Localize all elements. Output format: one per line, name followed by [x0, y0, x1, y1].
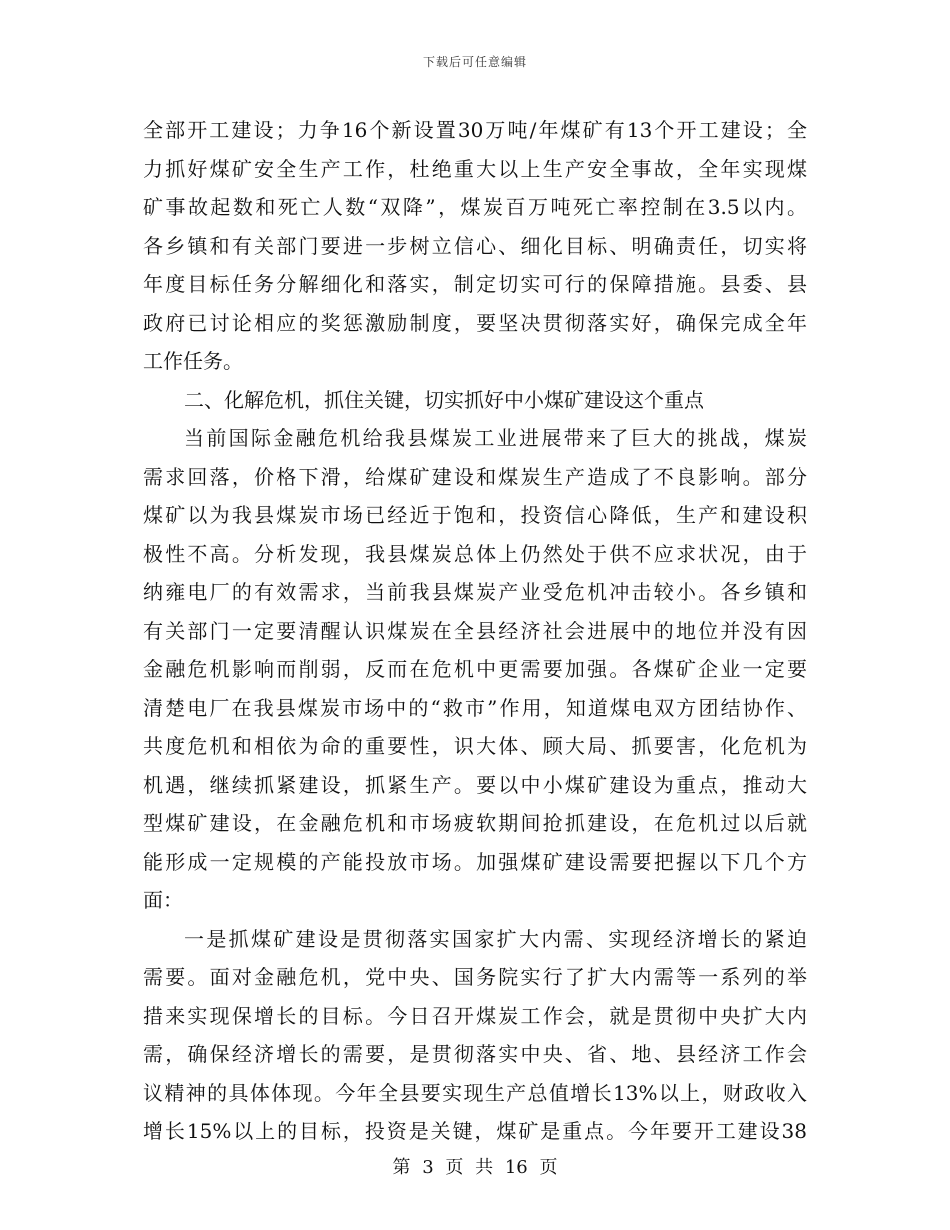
- text-line: 清楚电厂在我县煤炭市场中的“救市”作用，知道煤电双方团结协作、: [143, 695, 807, 720]
- text-line: 当前国际金融危机给我县煤炭工业进展带来了巨大的挑战，煤炭: [184, 426, 807, 450]
- text-line: 措来实现保增长的目标。今日召开煤炭工作会，就是贯彻中央扩大内: [143, 1003, 807, 1028]
- text-line: 极性不高。分析发现，我县煤炭总体上仍然处于供不应求状况，由于: [143, 541, 807, 566]
- text-line: 型煤矿建设，在金融危机和市场疲软期间抢抓建设，在危机过以后就: [143, 811, 807, 835]
- text-line: 需求回落，价格下滑，给煤矿建设和煤炭生产造成了不良影响。部分: [143, 464, 807, 489]
- text-line: 需要。面对金融危机，党中央、国务院实行了扩大内需等一系列的举: [143, 965, 807, 989]
- text-line: 煤矿以为我县煤炭市场已经近于饱和，投资信心降低，生产和建设积: [143, 503, 807, 527]
- text-line: 议精神的具体体现。今年全县要实现生产总值增长13%以上，财政收入: [143, 1080, 807, 1105]
- text-line: 政府已讨论相应的奖惩激励制度，要坚决贯彻落实好，确保完成全年: [143, 310, 807, 335]
- text-line: 纳雍电厂的有效需求，当前我县煤炭产业受危机冲击较小。各乡镇和: [143, 580, 807, 604]
- page-header: 下载后可任意编辑: [422, 55, 527, 69]
- text-line: 有关部门一定要清醒认识煤炭在全县经济社会进展中的地位并没有因: [143, 618, 807, 643]
- text-line: 工作任务。: [143, 349, 243, 373]
- page-number-footer: 第 3 页 共 16 页: [392, 1157, 558, 1178]
- text-line: 面：: [143, 888, 183, 912]
- text-line: 共度危机和相依为命的重要性，识大体、顾大局、抓要害，化危机为: [143, 734, 807, 758]
- text-line: 力抓好煤矿安全生产工作，杜绝重大以上生产安全事故，全年实现煤: [143, 156, 807, 181]
- text-line: 机遇，继续抓紧建设，抓紧生产。要以中小煤矿建设为重点，推动大: [143, 772, 807, 797]
- text-line: 全部开工建设；力争16个新设置30万吨/年煤矿有13个开工建设；全: [143, 118, 807, 142]
- text-line: 各乡镇和有关部门要进一步树立信心、细化目标、明确责任，切实将: [143, 233, 807, 258]
- text-line: 需，确保经济增长的需要，是贯彻落实中央、省、地、县经济工作会: [143, 1042, 807, 1066]
- text-line: 金融危机影响而削弱，反而在危机中更需要加强。各煤矿企业一定要: [143, 657, 807, 681]
- document-body: [143, 111, 807, 1151]
- text-line: 二、化解危机，抓住关键，切实抓好中小煤矿建设这个重点: [184, 387, 704, 412]
- text-line: 能形成一定规模的产能投放市场。加强煤矿建设需要把握以下几个方: [143, 849, 807, 874]
- text-line: 年度目标任务分解细化和落实，制定切实可行的保障措施。县委、县: [143, 272, 807, 296]
- text-line: 矿事故起数和死亡人数“双降”，煤炭百万吨死亡率控制在3.5以内。: [143, 195, 807, 219]
- text-line: 增长15%以上的目标，投资是关键，煤矿是重点。今年要开工建设38: [143, 1119, 807, 1143]
- text-line: 一是抓煤矿建设是贯彻落实国家扩大内需、实现经济增长的紧迫: [184, 926, 807, 951]
